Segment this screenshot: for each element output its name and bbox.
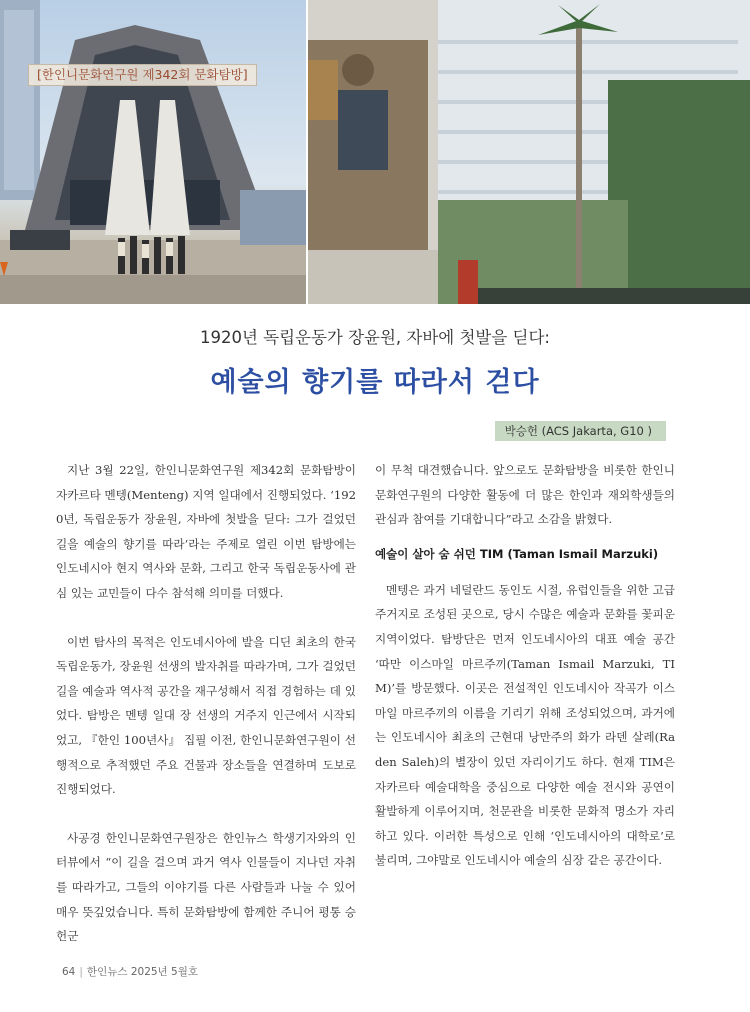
page-number: 64	[62, 966, 76, 978]
author-byline: 박승헌 (ACS Jakarta, G10 )	[495, 421, 666, 441]
tim-mural-photo	[308, 0, 750, 304]
left-column	[56, 458, 356, 949]
article-subtitle: 1920년 독립운동가 장윤원, 자바에 첫발을 딛다:	[200, 328, 550, 347]
body-paragraph: 이번 탐사의 목적은 인도네시아에 발을 디딘 최초의 한국 독립운동가, 장윤원 선생의 발자취를 따라가며, 그가 걸었던 길을 예술과 역사적 공간을 재구성해서 직접 경험하는 데 있었다. 탐방은 멘텡 일대 장 선생의 거주지 인근에서 시작되었고, 『한인 100년사』 집필 이전, 한인니문화연구원이 선행적으로 추적했던 주요 건물과 장소들을 연결하며 도보로 진행되었다.	[56, 634, 356, 797]
header-photo-strip	[0, 0, 750, 304]
museum-building-photo	[0, 0, 306, 304]
body-paragraph-continued: 이 무척 대견했습니다. 앞으로도 문화탐방을 비롯한 한인니문화연구원의 다양한 활동에 더 많은 한인과 재외학생들의 관심과 참여를 기대합니다”라고 소감을 밝혔다.	[375, 463, 675, 527]
body-paragraph: 지난 3월 22일, 한인니문화연구원 제342회 문화탐방이 자카르타 멘텡(Menteng) 지역 일대에서 진행되었다. ‘1920년, 독립운동가 장윤원, 자바에 첫발을 딛다: 그가 걸었던 길을 예술의 향기를 따라’라는 주제로 열린 이번 탐방에는 인도네시아 현지 역사와 문화, 그리고 한국 독립운동사에 관심 있는 교민들이 다수 참석해 의미를 더했다.	[56, 463, 356, 600]
body-paragraph: 멘텡은 과거 네덜란드 동인도 시절, 유럽인들을 위한 고급 주거지로 조성된 곳으로, 당시 수많은 예술과 문화를 꽃피운 지역이었다. 탐방단은 먼저 인도네시아의 대표 예술 공간 ‘따만 이스마일 마르주끼(Taman Ismail Marzuki, TIM)’를 방문했다. 이곳은 전설적인 인도네시아 작곡가 이스마일 마르주끼의 이름을 기리기 위해 조성되었으며, 과거에는 인도네시아 최초의 근현대 낭만주의 화가 라덴 살레(Raden Saleh)의 별장이 있던 자리이기도 하다. 현재 TIM은 자카르타 예술대학을 중심으로 다양한 예술 전시와 공연이 활발하게 이루어지며, 천문관을 비롯한 문화적 명소가 자리하고 있다. 이러한 특성으로 인해 ‘인도네시아의 대학로’로 불리며, 그야말로 인도네시아 예술의 심장 같은 공간이다.	[375, 582, 675, 868]
event-tag: [한인니문화연구원 제342회 문화탐방]	[28, 64, 257, 86]
section-heading: 예술이 살아 숨 쉬던 TIM (Taman Ismail Marzuki)	[375, 546, 659, 561]
publication-name: 한인뉴스 2025년 5월호	[86, 966, 198, 978]
article-title: 예술의 향기를 따라서 걷다	[210, 367, 540, 398]
footer-separator: |	[79, 966, 83, 978]
body-paragraph: 사공경 한인니문화연구원장은 한인뉴스 학생기자와의 인터뷰에서 “이 길을 걸으며 과거 역사 인물들이 지나던 자취를 따라가고, 그들의 이야기를 다른 사람들과 나눌 수 있어 매우 뜻깊었습니다. 특히 문화탐방에 함께한 주니어 평통 승헌군	[56, 830, 356, 944]
right-column	[375, 458, 675, 873]
page-footer	[62, 964, 198, 979]
